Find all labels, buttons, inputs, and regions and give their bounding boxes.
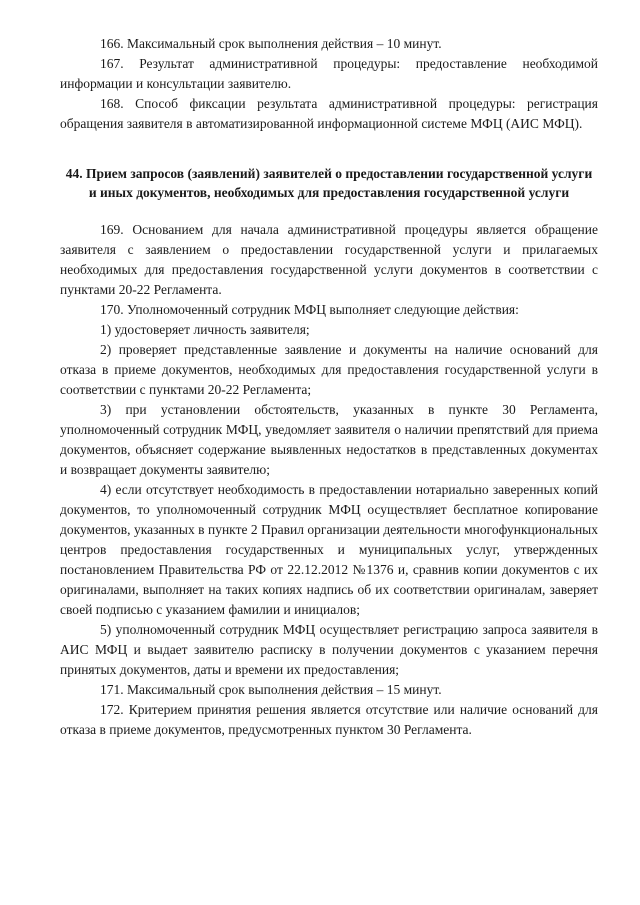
paragraph-166: 166. Максимальный срок выполнения действия – 10 минут. <box>100 36 442 51</box>
paragraph-168: 168. Способ фиксации результата административной процедуры: регистрация обращения заявителя в автоматизированной информационной системе МФЦ (АИС МФЦ). <box>60 96 598 131</box>
paragraph-169: 169. Основанием для начала административной процедуры является обращение заявителя с заявлением о предоставлении государственной услуги и прилагаемых необходимых для предоставления государственной услуги документов в соответствии с пунктами 20-22 Регламента. <box>60 222 598 297</box>
spacer <box>60 134 598 164</box>
paragraph-167: 167. Результат административной процедуры: предоставление необходимой информации и консультации заявителю. <box>60 56 598 91</box>
spacer <box>60 202 598 220</box>
list-item-3: 3) при установлении обстоятельств, указанных в пункте 30 Регламента, уполномоченный сотрудник МФЦ, уведомляет заявителя о наличии препятствий для приема документов, объясняет содержание выявленных недостатков в представленных документах и возвращает документы заявителю; <box>60 402 598 477</box>
paragraph-172: 172. Критерием принятия решения является отсутствие или наличие оснований для отказа в приеме документов, предусмотренных пунктом 30 Регламента. <box>60 702 598 737</box>
list-item-4: 4) если отсутствует необходимость в предоставлении нотариально заверенных копий документов, то уполномоченный сотрудник МФЦ осуществляет бесплатное копирование документов, указанных в пункте 2 Правил организации деятельности многофункциональных центров предоставления государственных и муниципальных услуг, утвержденных постановлением Правительства РФ от 22.12.2012 №1376 и, сравнив копии документов с их оригиналами, выполняет на таких копиях надпись об их соответствии оригиналам, заверяет своей подписью с указанием фамилии и инициалов; <box>60 482 598 617</box>
list-item-2: 2) проверяет представленные заявление и документы на наличие оснований для отказа в приеме документов, необходимых для предоставления государственной услуги в соответствии с пунктами 20-22 Регламента; <box>60 342 598 397</box>
list-item-1: 1) удостоверяет личность заявителя; <box>100 322 310 337</box>
document-page <box>60 34 598 740</box>
list-item-5: 5) уполномоченный сотрудник МФЦ осуществляет регистрацию запроса заявителя в АИС МФЦ и выдает заявителю расписку в получении документов с указанием перечня принятых документов, даты и времени их предоставления; <box>60 622 598 677</box>
paragraph-171: 171. Максимальный срок выполнения действия – 15 минут. <box>100 682 442 697</box>
paragraph-170: 170. Уполномоченный сотрудник МФЦ выполняет следующие действия: <box>100 302 519 317</box>
section-heading: 44. Прием запросов (заявлений) заявителей о предоставлении государственной услуги и иных документов, необходимых для предоставления государственной услуги <box>65 166 593 200</box>
